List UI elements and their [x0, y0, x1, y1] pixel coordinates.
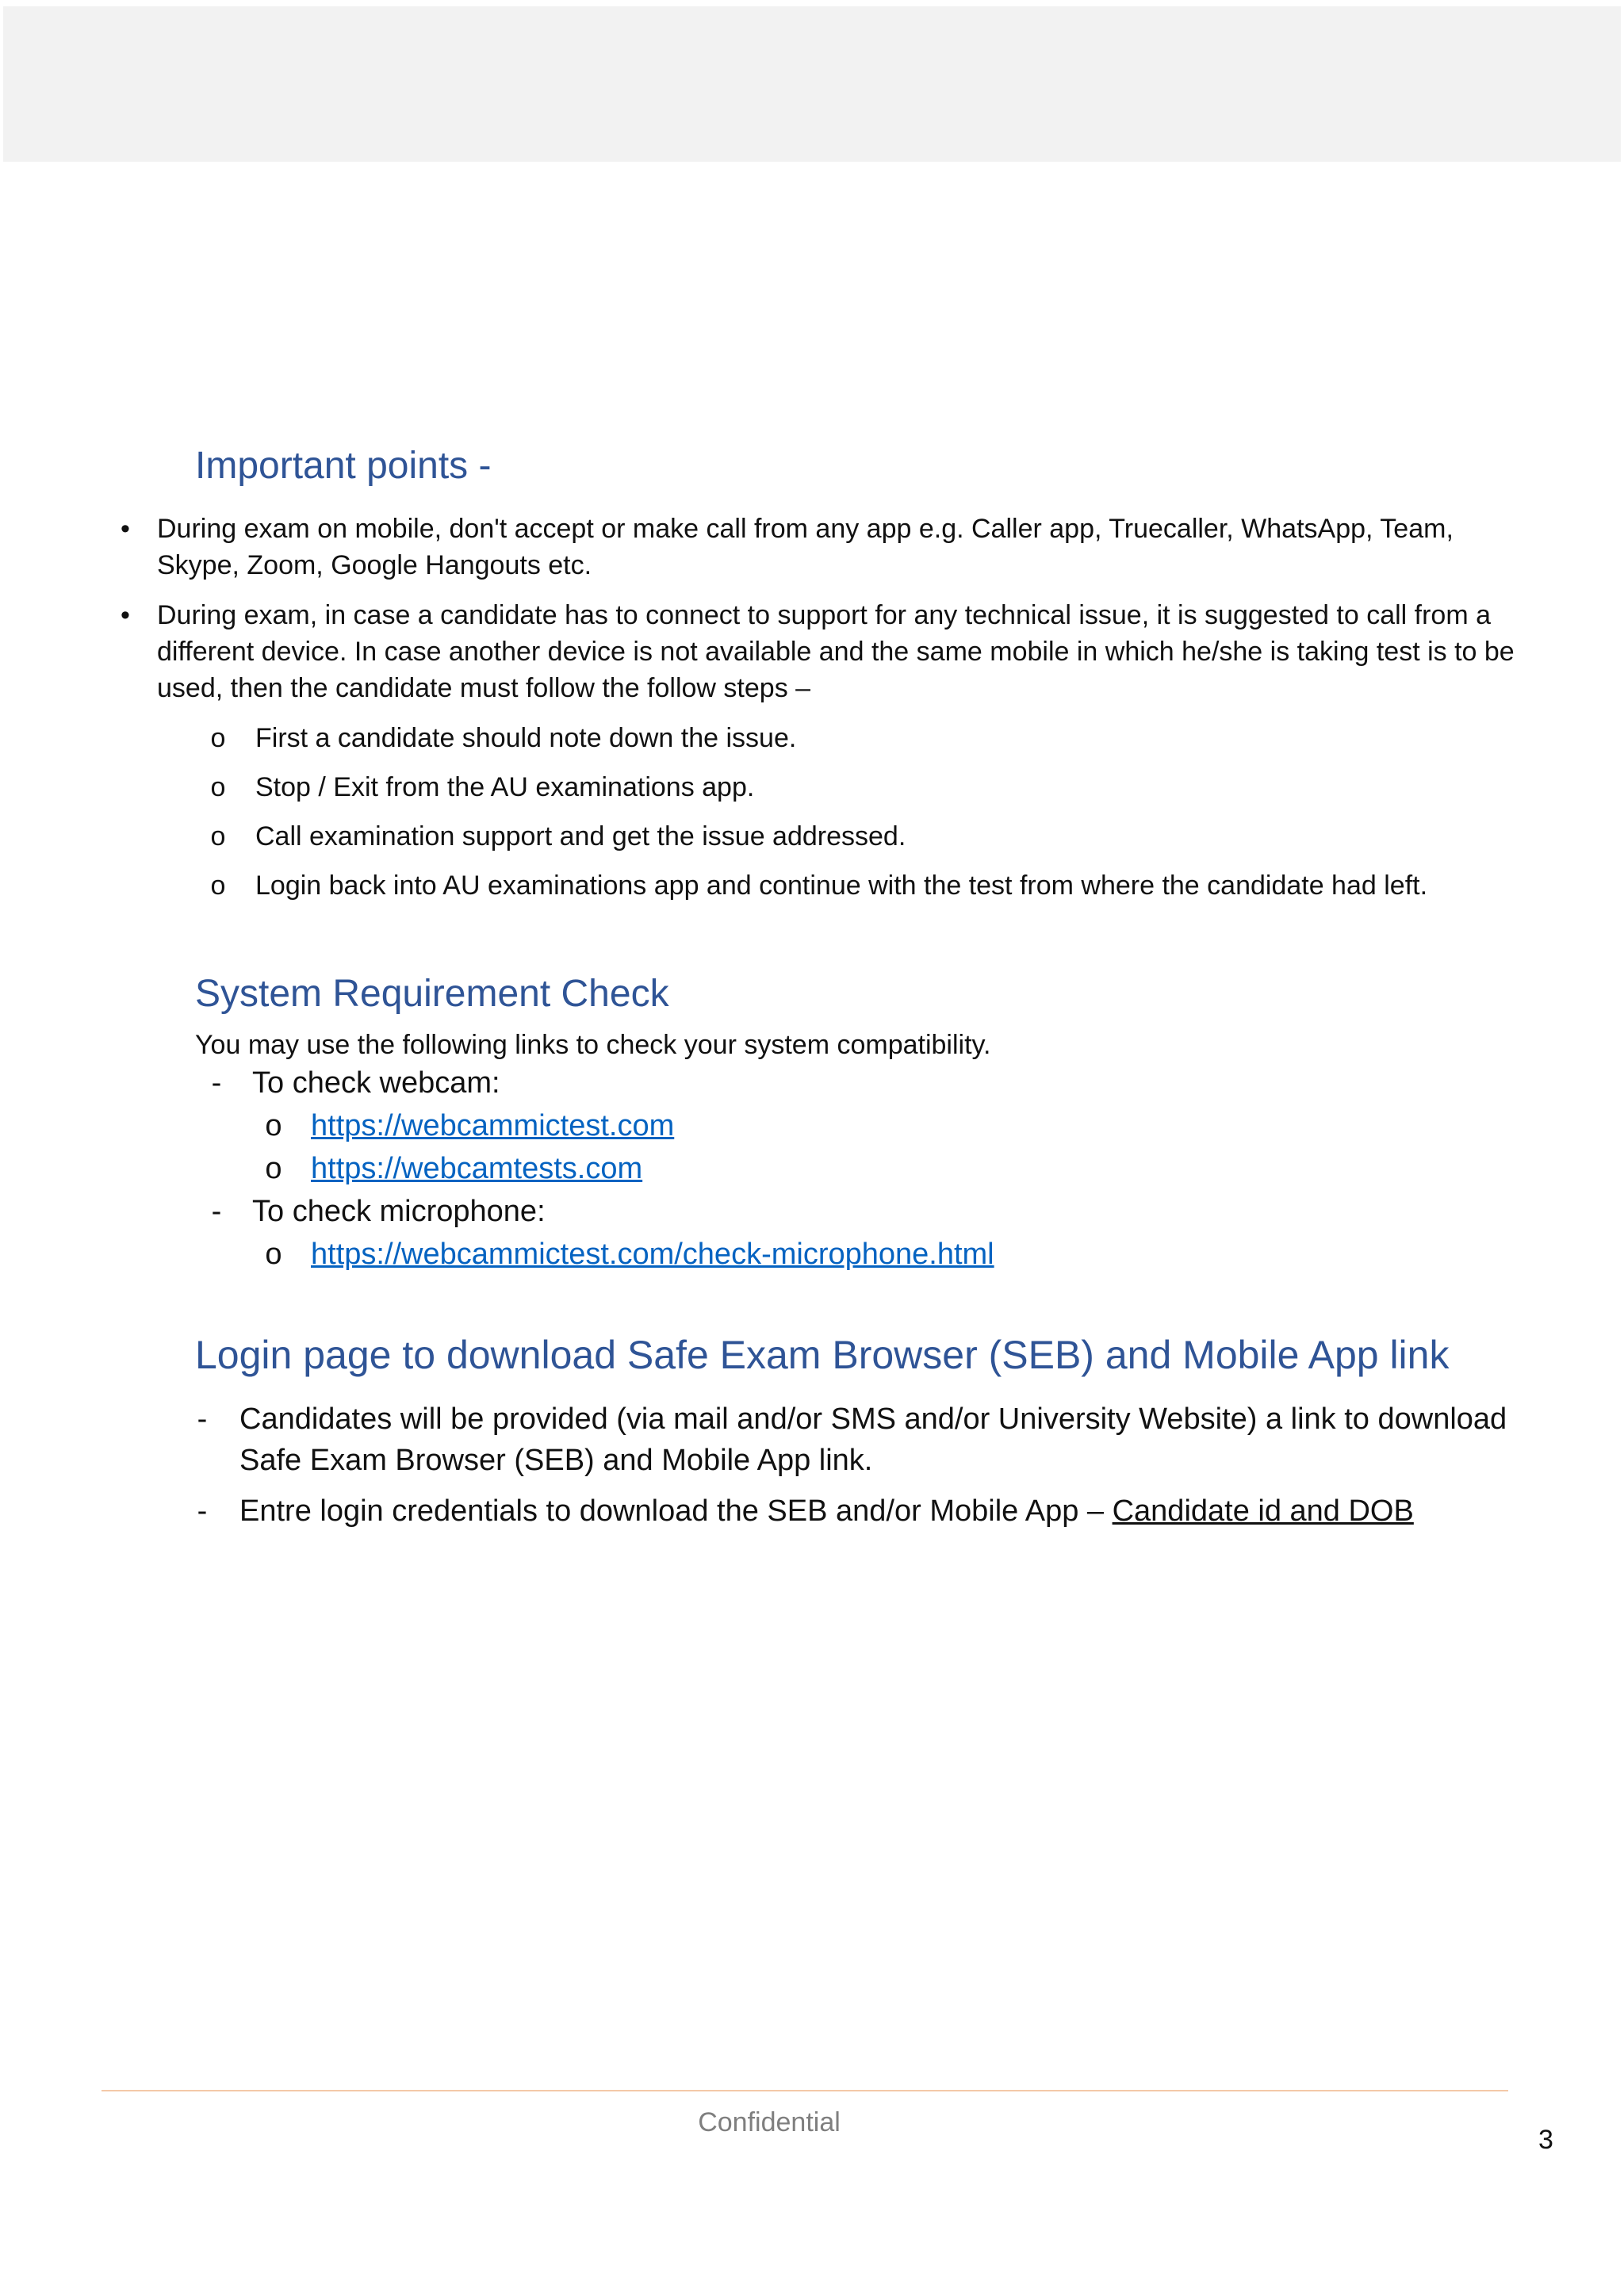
sub-bullet-marker: o — [210, 821, 226, 851]
sub-bullet-marker: o — [265, 1109, 282, 1142]
list-item — [210, 720, 1540, 756]
check-label-text: To check webcam: — [252, 1066, 500, 1100]
dash-marker: - — [211, 1195, 222, 1228]
sub-bullet-marker: o — [210, 871, 226, 901]
list-item-line: During exam on mobile, don't accept or make call from any app e.g. Caller app, Truecaller, WhatsApp, Team, — [157, 514, 1454, 544]
step-text: First a candidate should note down the issue. — [255, 723, 797, 753]
sub-bullet-marker: o — [265, 1152, 282, 1185]
login-page-heading: Login page to download Safe Exam Browser (SEB) and Mobile App link — [195, 1333, 1450, 1377]
list-item-line: During exam, in case a candidate has to connect to support for any technical issue, it is suggested to call from a — [157, 600, 1492, 630]
webcammictest-link[interactable]: https://webcammictest.com — [311, 1109, 675, 1142]
list-item — [210, 769, 1540, 806]
list-item — [197, 1399, 1556, 1481]
list-item — [210, 867, 1540, 904]
list-item-line: Candidates will be provided (via mail and/or SMS and/or University Website) a link to download — [239, 1402, 1507, 1436]
step-text: Call examination support and get the issue addressed. — [255, 821, 906, 851]
page-header-band — [3, 6, 1621, 162]
footer-confidential: Confidential — [698, 2107, 841, 2137]
page-number: 3 — [1538, 2125, 1553, 2155]
microphone-link — [265, 1234, 994, 1274]
credentials-text: Entre login credentials to download the SEB and/or Mobile App – — [239, 1494, 1113, 1528]
dash-marker: - — [197, 1402, 208, 1436]
microphone-check-label — [211, 1192, 546, 1231]
list-item-line: Skype, Zoom, Google Hangouts etc. — [157, 550, 592, 580]
check-label-text: To check microphone: — [252, 1195, 546, 1228]
bullet-marker: • — [121, 600, 130, 630]
webcam-link-2 — [265, 1149, 643, 1188]
footer-divider — [102, 2090, 1508, 2091]
webcam-link-1 — [265, 1106, 675, 1146]
dash-marker: - — [197, 1494, 208, 1528]
list-item — [210, 818, 1540, 855]
list-item-line: Safe Exam Browser (SEB) and Mobile App link. — [239, 1444, 873, 1477]
dash-marker: - — [211, 1066, 222, 1100]
list-item — [121, 597, 1553, 706]
system-requirement-heading: System Requirement Check — [195, 973, 669, 1015]
list-item-line: used, then the candidate must follow the follow steps – — [157, 673, 811, 703]
webcam-check-label — [211, 1063, 500, 1103]
bullet-marker: • — [121, 514, 130, 544]
sub-bullet-marker: o — [265, 1238, 282, 1271]
system-intro-text: You may use the following links to check your system compatibility. — [195, 1030, 991, 1060]
sub-bullet-marker: o — [210, 723, 226, 753]
webcamtests-link[interactable]: https://webcamtests.com — [311, 1152, 643, 1185]
credentials-emphasis: Candidate id and DOB — [1112, 1494, 1414, 1528]
sub-bullet-marker: o — [210, 772, 226, 802]
list-item — [197, 1490, 1556, 1532]
step-text: Login back into AU examinations app and continue with the test from where the candidate had left. — [255, 871, 1428, 901]
list-item — [121, 511, 1553, 584]
step-text: Stop / Exit from the AU examinations app. — [255, 772, 755, 802]
important-points-heading: Important points - — [195, 445, 492, 487]
check-microphone-link[interactable]: https://webcammictest.com/check-microphone.html — [311, 1238, 994, 1271]
list-item-line: different device. In case another device is not available and the same mobile in which he/she is taking test is to be — [157, 637, 1515, 667]
